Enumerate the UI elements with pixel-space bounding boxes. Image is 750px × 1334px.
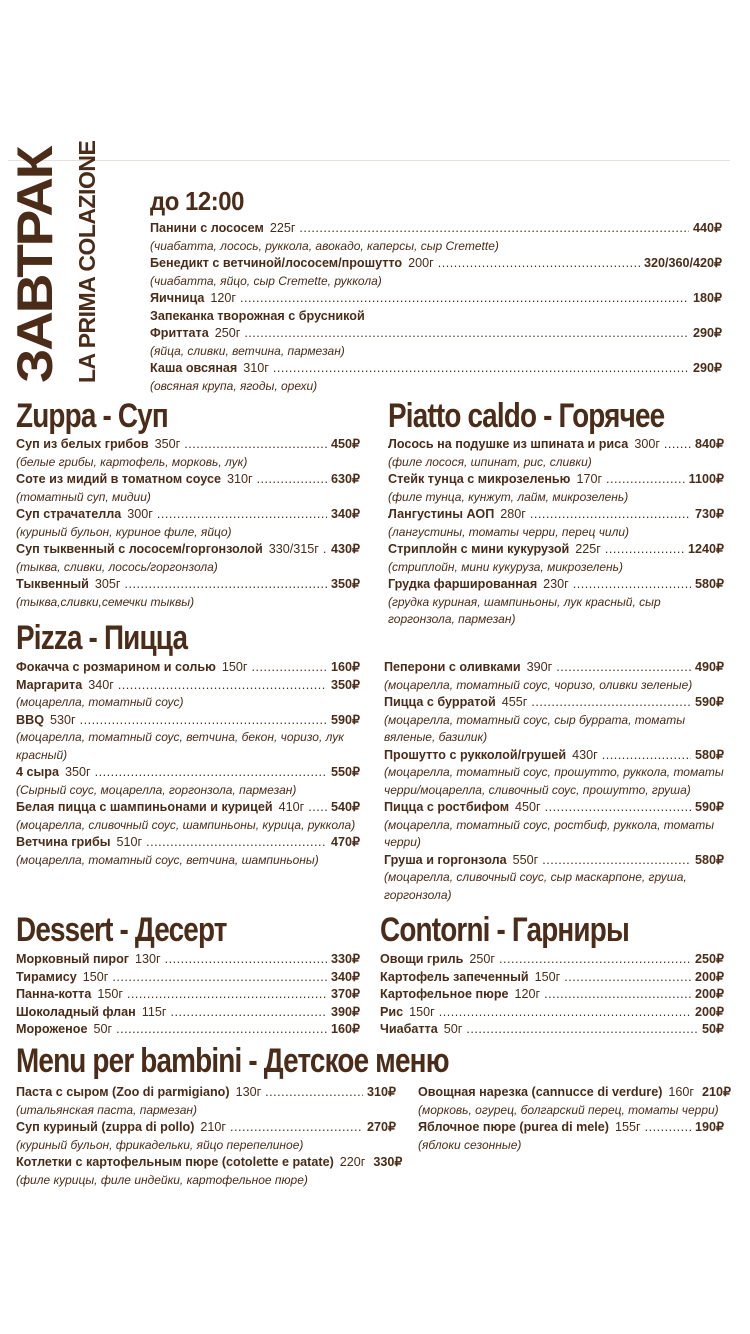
menu-item [388, 471, 724, 506]
menu-item [16, 541, 360, 576]
menu-item-row [16, 969, 360, 987]
dot-leader [252, 659, 327, 677]
item-name: Яблочное пюре (purea di mele) [418, 1120, 609, 1134]
item-weight: 510г [116, 835, 143, 849]
item-name: Запеканка творожная с брусникой [150, 308, 365, 323]
item-weight: 300г [127, 507, 153, 521]
menu-item-row [380, 986, 724, 1004]
item-description: (моцарелла, томатный соус, сыр буррата, томаты вяленые, базилик) [384, 712, 686, 744]
item-description: (яблоки сезонные) [418, 1137, 522, 1152]
menu-item [16, 1084, 396, 1119]
item-name: Суп из белых грибов [16, 437, 149, 451]
menu-item [384, 747, 724, 800]
dot-leader [273, 360, 689, 378]
menu-item-row [388, 436, 724, 454]
dot-leader [112, 969, 327, 987]
menu-item-row [16, 764, 360, 782]
menu-item-row [16, 677, 360, 695]
dot-leader [80, 712, 327, 730]
item-price: 470₽ [330, 835, 360, 849]
item-weight: 150г [97, 987, 123, 1001]
dot-leader [244, 325, 689, 343]
item-name: Суп куриный (zuppa di pollo) [16, 1120, 195, 1134]
item-name: Тыквенный [16, 577, 89, 591]
item-name: Панини с лососем [150, 221, 264, 235]
item-name: Соте из мидий в томатном соусе [16, 472, 221, 486]
item-description: (филе курицы, филе индейки, картофельное пюре) [16, 1172, 308, 1187]
dot-leader [240, 290, 689, 308]
menu-item-row [384, 659, 724, 677]
menu-item-row [150, 255, 722, 273]
item-description: (яйца, сливки, ветчина, пармезан) [150, 343, 345, 358]
menu-item [16, 1154, 403, 1189]
menu-item-row [16, 986, 360, 1004]
item-price: 840₽ [694, 437, 724, 451]
hot-list [388, 436, 724, 629]
dot-leader [531, 694, 691, 712]
sides-list [380, 951, 724, 1039]
item-name: Пицца с бурратой [384, 695, 496, 709]
item-price: 390₽ [330, 1004, 360, 1019]
item-price: 590₽ [694, 695, 724, 709]
item-name: Пицца с ростбифом [384, 800, 510, 814]
menu-item [380, 951, 724, 969]
item-price: 590₽ [330, 712, 360, 727]
dessert-list [16, 951, 360, 1039]
item-description: (итальянская паста, пармезан) [16, 1102, 198, 1117]
breakfast-list [150, 220, 722, 395]
pizza-list-left [16, 659, 360, 869]
menu-item [16, 712, 360, 765]
menu-item [388, 576, 724, 629]
item-description: (лангустины, томаты черри, перец чили) [388, 524, 630, 539]
item-price: 290₽ [692, 361, 722, 375]
menu-item-row [16, 659, 360, 677]
item-name: Картофель запеченный [380, 969, 529, 984]
item-price: 630₽ [330, 472, 360, 486]
item-name: Фриттата [150, 326, 209, 340]
item-name: 4 сыра [16, 765, 59, 779]
menu-item [380, 1004, 724, 1022]
item-weight: 300г [634, 437, 660, 451]
item-price: 1100₽ [688, 472, 724, 486]
item-price: 330₽ [373, 1155, 403, 1169]
item-weight: 250г [214, 326, 241, 340]
menu-item [380, 969, 724, 987]
item-weight: 120г [210, 291, 236, 305]
item-description: (моцарелла, сливочный соус, шампиньоны, курица, руккола) [16, 817, 356, 832]
breakfast-subtitle: LA PRIMA COLAZIONE [74, 140, 100, 383]
item-description: (моцарелла, томатный соус, ветчина, бекон, чоризо, лук красный) [16, 730, 344, 762]
dessert-heading: Dessert - Десерт [16, 911, 227, 949]
item-weight: 225г [575, 542, 601, 556]
item-name: Мороженое [16, 1022, 88, 1036]
menu-item-row [384, 694, 724, 712]
item-price: 340₽ [330, 969, 360, 984]
pizza-heading: Pizza - Пицца [16, 619, 188, 657]
item-description: (тыква, сливки, лосось/горгонзола) [16, 559, 218, 574]
item-name: Прошутто с рукколой/грушей [384, 747, 567, 762]
item-name: Суп страчателла [16, 507, 122, 521]
item-description: (моцарелла, томатный соус, прошутто, руккола, томаты черри/моцарелла, сливочный соус, прошутто, груша) [384, 765, 724, 797]
item-description: (моцарелла, томатный соус) [16, 695, 184, 709]
item-price: 340₽ [330, 507, 360, 521]
dot-leader [544, 986, 691, 1004]
dot-leader [602, 747, 691, 765]
item-weight: 210г [200, 1120, 227, 1134]
item-price: 200₽ [694, 1004, 724, 1019]
item-price: 580₽ [694, 852, 724, 867]
item-description: (стриплойн, мини кукуруза, микрозелень) [388, 559, 623, 574]
dot-leader [645, 1119, 691, 1137]
breakfast-time: до 12:00 [150, 186, 244, 216]
menu-item [16, 764, 360, 799]
menu-item [380, 1021, 724, 1039]
item-weight: 250г [469, 952, 495, 966]
menu-item-row [380, 969, 724, 987]
menu-item [16, 1021, 360, 1039]
item-name: Рис [380, 1004, 404, 1019]
menu-item [16, 951, 360, 969]
menu-item [384, 694, 724, 747]
item-weight: 330/315г [268, 542, 319, 556]
item-price: 180₽ [692, 291, 722, 305]
dot-leader [573, 576, 691, 594]
kids-list-left [16, 1084, 403, 1189]
menu-item-row [16, 1004, 360, 1022]
item-weight: 450г [515, 800, 541, 814]
menu-item-row [388, 541, 724, 559]
item-weight: 310г [226, 472, 253, 486]
item-price: 350₽ [330, 677, 360, 692]
dot-leader [299, 220, 689, 238]
item-name: Овощи гриль [380, 952, 464, 966]
item-weight: 455г [501, 695, 528, 709]
dot-leader [606, 471, 685, 489]
item-price: 160₽ [330, 1022, 360, 1036]
menu-item [150, 220, 722, 255]
menu-item-row [150, 325, 722, 343]
menu-item-row [150, 360, 722, 378]
menu-item-row [380, 1004, 724, 1022]
menu-item [384, 799, 724, 852]
menu-item [418, 1084, 732, 1119]
item-weight: 50г [93, 1022, 113, 1036]
item-name: Пеперони с оливками [384, 660, 521, 674]
item-description: (морковь, огурец, болгарский перец, томаты черри) [418, 1102, 719, 1117]
item-name: Панна-котта [16, 987, 92, 1001]
item-price: 310₽ [366, 1085, 396, 1099]
item-price: 200₽ [694, 987, 724, 1001]
item-weight: 220г [339, 1155, 366, 1169]
menu-item-row [16, 541, 360, 559]
item-weight: 150г [534, 969, 561, 984]
pizza-list-right [384, 659, 724, 904]
dot-leader [564, 969, 691, 987]
item-name: Грудка фаршированная [388, 577, 538, 591]
menu-item-row [150, 220, 722, 238]
item-weight: 305г [94, 577, 121, 591]
item-weight: 280г [500, 507, 526, 521]
dot-leader [499, 951, 691, 969]
item-name: Чиабатта [380, 1022, 438, 1036]
item-weight: 130г [135, 952, 161, 966]
item-weight: 230г [543, 577, 569, 591]
item-description: (куриный бульон, фрикадельки, яйцо перепелиное) [16, 1137, 304, 1152]
item-weight: 150г [409, 1004, 435, 1019]
item-price: 290₽ [692, 326, 722, 340]
item-weight: 120г [514, 987, 541, 1001]
item-name: Груша и горгонзола [384, 852, 507, 867]
item-weight: 200г [408, 256, 434, 270]
dot-leader [545, 799, 691, 817]
item-name: Тирамису [16, 969, 77, 984]
item-weight: 130г [235, 1085, 262, 1099]
dot-leader [308, 799, 327, 817]
menu-item-row [150, 308, 722, 326]
menu-item-row [384, 852, 724, 870]
menu-item [150, 360, 722, 395]
item-description: (белые грибы, картофель, морковь, лук) [16, 454, 248, 469]
menu-item-row [16, 436, 360, 454]
item-name: Ветчина грибы [16, 835, 111, 849]
item-price: 320/360/420₽ [643, 256, 722, 270]
item-weight: 50г [443, 1022, 463, 1036]
item-price: 350₽ [330, 577, 360, 591]
item-name: Шоколадный флан [16, 1004, 136, 1019]
item-price: 1240₽ [687, 542, 724, 556]
item-name: Котлетки с картофельным пюре (cotolette e patate) [16, 1155, 334, 1169]
item-description: (моцарелла, томатный соус, ветчина, шампиньоны) [16, 852, 319, 867]
item-name: BBQ [16, 712, 44, 727]
item-weight: 160г [668, 1085, 695, 1099]
menu-item [388, 436, 724, 471]
dot-leader [542, 852, 691, 870]
menu-item-row [150, 290, 722, 308]
menu-item-row [16, 834, 360, 852]
menu-item [380, 986, 724, 1004]
kids-list-right [418, 1084, 732, 1154]
item-price: 580₽ [694, 577, 724, 591]
item-weight: 170г [576, 472, 603, 486]
item-weight: 350г [64, 765, 91, 779]
menu-item-row [380, 1021, 724, 1039]
menu-item-row [16, 799, 360, 817]
menu-item [150, 308, 722, 326]
menu-item [16, 471, 360, 506]
dot-leader [265, 1084, 363, 1102]
item-weight: 310г [243, 361, 269, 375]
menu-item-row [16, 1119, 396, 1137]
dot-leader [530, 506, 691, 524]
dot-leader [165, 951, 327, 969]
item-description: (моцарелла, сливочный соус, сыр маскарпоне, груша, горгонзола) [384, 870, 687, 902]
dot-leader [118, 677, 327, 695]
item-name: Каша овсяная [150, 361, 238, 375]
dot-leader [116, 1021, 327, 1039]
item-price: 200₽ [694, 969, 724, 984]
dot-leader [323, 541, 327, 559]
item-price: 190₽ [694, 1120, 724, 1134]
item-description: (чиабатта, яйцо, сыр Cremette, руккола) [150, 273, 382, 288]
menu-item-row [388, 506, 724, 524]
item-description: (овсяная крупа, ягоды, орехи) [150, 378, 318, 393]
menu-item [16, 677, 360, 712]
menu-item-row [384, 747, 724, 765]
item-description: (томатный суп, мидии) [16, 489, 151, 504]
menu-item [16, 659, 360, 677]
menu-item [418, 1119, 724, 1154]
item-price: 440₽ [692, 221, 722, 235]
menu-item [16, 1004, 360, 1022]
dot-leader [556, 659, 691, 677]
hot-heading: Piatto caldo - Горячее [388, 397, 665, 435]
item-price: 330₽ [330, 952, 360, 966]
breakfast-title: ЗАВТРАК [7, 147, 63, 383]
dot-leader [125, 576, 327, 594]
item-weight: 550г [512, 852, 539, 867]
item-name: Яичница [150, 291, 205, 305]
item-weight: 155г [614, 1120, 641, 1134]
menu-item-row [418, 1084, 732, 1102]
item-name: Паста с сыром (Zoo di parmigiano) [16, 1085, 230, 1099]
item-name: Суп тыквенный с лососем/горгонзолой [16, 542, 263, 556]
menu-item-row [384, 799, 724, 817]
menu-item [388, 506, 724, 541]
item-price: 540₽ [330, 800, 360, 814]
menu-item-row [16, 1021, 360, 1039]
item-name: Маргарита [16, 677, 83, 692]
item-description: (филе лосося, шпинат, рис, сливки) [388, 454, 592, 469]
menu-item-row [16, 712, 360, 730]
item-price: 590₽ [694, 800, 724, 814]
item-description: (Сырный соус, моцарелла, горгонзола, пармезан) [16, 782, 297, 797]
soup-list [16, 436, 360, 611]
item-price: 490₽ [694, 660, 724, 674]
menu-item [16, 986, 360, 1004]
dot-leader [257, 471, 327, 489]
item-price: 430₽ [330, 542, 360, 556]
item-price: 160₽ [330, 660, 360, 674]
dot-leader [127, 986, 327, 1004]
dot-leader [146, 834, 327, 852]
item-weight: 530г [50, 712, 76, 727]
item-name: Фокачча с розмарином и солью [16, 660, 216, 674]
dot-leader [157, 506, 327, 524]
menu-item [384, 659, 724, 694]
item-weight: 350г [154, 437, 181, 451]
menu-item [16, 969, 360, 987]
item-weight: 225г [269, 221, 296, 235]
item-weight: 150г [82, 969, 109, 984]
item-weight: 390г [526, 660, 553, 674]
item-name: Картофельное пюре [380, 987, 509, 1001]
menu-item-row [16, 576, 360, 594]
dot-leader [664, 436, 691, 454]
item-name: Лосось на подушке из шпината и риса [388, 437, 629, 451]
menu-item-row [16, 471, 360, 489]
dot-leader [170, 1004, 327, 1022]
item-price: 550₽ [330, 765, 360, 779]
dot-leader [438, 255, 640, 273]
item-description: (тыква,сливки,семечки тыквы) [16, 594, 195, 609]
menu-item-row [16, 1084, 396, 1102]
item-name: Стриплойн с мини кукурузой [388, 542, 570, 556]
menu-item [16, 436, 360, 471]
item-price: 730₽ [694, 507, 724, 521]
menu-item-row [16, 1154, 403, 1172]
item-name: Стейк тунца с микрозеленью [388, 472, 571, 486]
item-description: (грудка куриная, шампиньоны, лук красный, сыр горгонзола, пармезан) [388, 594, 661, 626]
item-price: 580₽ [694, 747, 724, 762]
dot-leader [605, 541, 684, 559]
top-blank-area [8, 0, 730, 160]
item-name: Белая пицца с шампиньонами и курицей [16, 800, 273, 814]
soup-heading: Zuppa - Суп [16, 397, 168, 435]
item-price: 270₽ [366, 1120, 396, 1134]
menu-item [150, 290, 722, 308]
item-description: (куриный бульон, куриное филе, яйцо) [16, 524, 232, 539]
menu-item [16, 1119, 396, 1154]
item-description: (филе тунца, кунжут, лайм, микрозелень) [388, 489, 629, 504]
item-weight: 150г [221, 660, 248, 674]
item-price: 450₽ [330, 437, 360, 451]
menu-item [150, 325, 722, 360]
item-price: 210₽ [702, 1085, 732, 1099]
menu-item [16, 576, 360, 611]
item-name: Овощная нарезка (cannucce di verdure) [418, 1085, 663, 1099]
item-name: Бенедикт с ветчиной/лососем/прошутто [150, 256, 403, 270]
item-weight: 340г [88, 677, 114, 692]
menu-item [16, 799, 360, 834]
item-description: (моцарелла, томатный соус, чоризо, оливки зеленые) [384, 677, 693, 692]
item-description: (моцарелла, томатный соус, ростбиф, руккола, томаты черри) [384, 817, 715, 849]
menu-item [388, 541, 724, 576]
menu-item-row [388, 576, 724, 594]
item-weight: 115г [141, 1004, 167, 1019]
menu-item-row [418, 1119, 724, 1137]
menu-item [16, 834, 360, 869]
item-name: Морковный пирог [16, 952, 130, 966]
sides-heading: Contorni - Гарниры [380, 911, 629, 949]
dot-leader [95, 764, 327, 782]
menu-item-row [380, 951, 724, 969]
item-description: (чиабатта, лосось, руккола, авокадо, каперсы, сыр Cremette) [150, 238, 499, 253]
kids-heading: Menu per bambini - Детское меню [16, 1042, 449, 1080]
dot-leader [230, 1119, 363, 1137]
item-price: 370₽ [330, 987, 360, 1001]
item-name: Лангустины АОП [388, 507, 495, 521]
item-weight: 410г [278, 800, 305, 814]
item-price: 250₽ [694, 952, 724, 966]
menu-item [150, 255, 722, 290]
item-weight: 430г [572, 747, 598, 762]
item-price: 50₽ [701, 1022, 724, 1036]
dot-leader [466, 1021, 698, 1039]
dot-leader [439, 1004, 691, 1022]
menu-item-row [16, 506, 360, 524]
menu-item-row [16, 951, 360, 969]
menu-item-row [388, 471, 724, 489]
dot-leader [184, 436, 327, 454]
menu-item [16, 506, 360, 541]
menu-item [384, 852, 724, 905]
